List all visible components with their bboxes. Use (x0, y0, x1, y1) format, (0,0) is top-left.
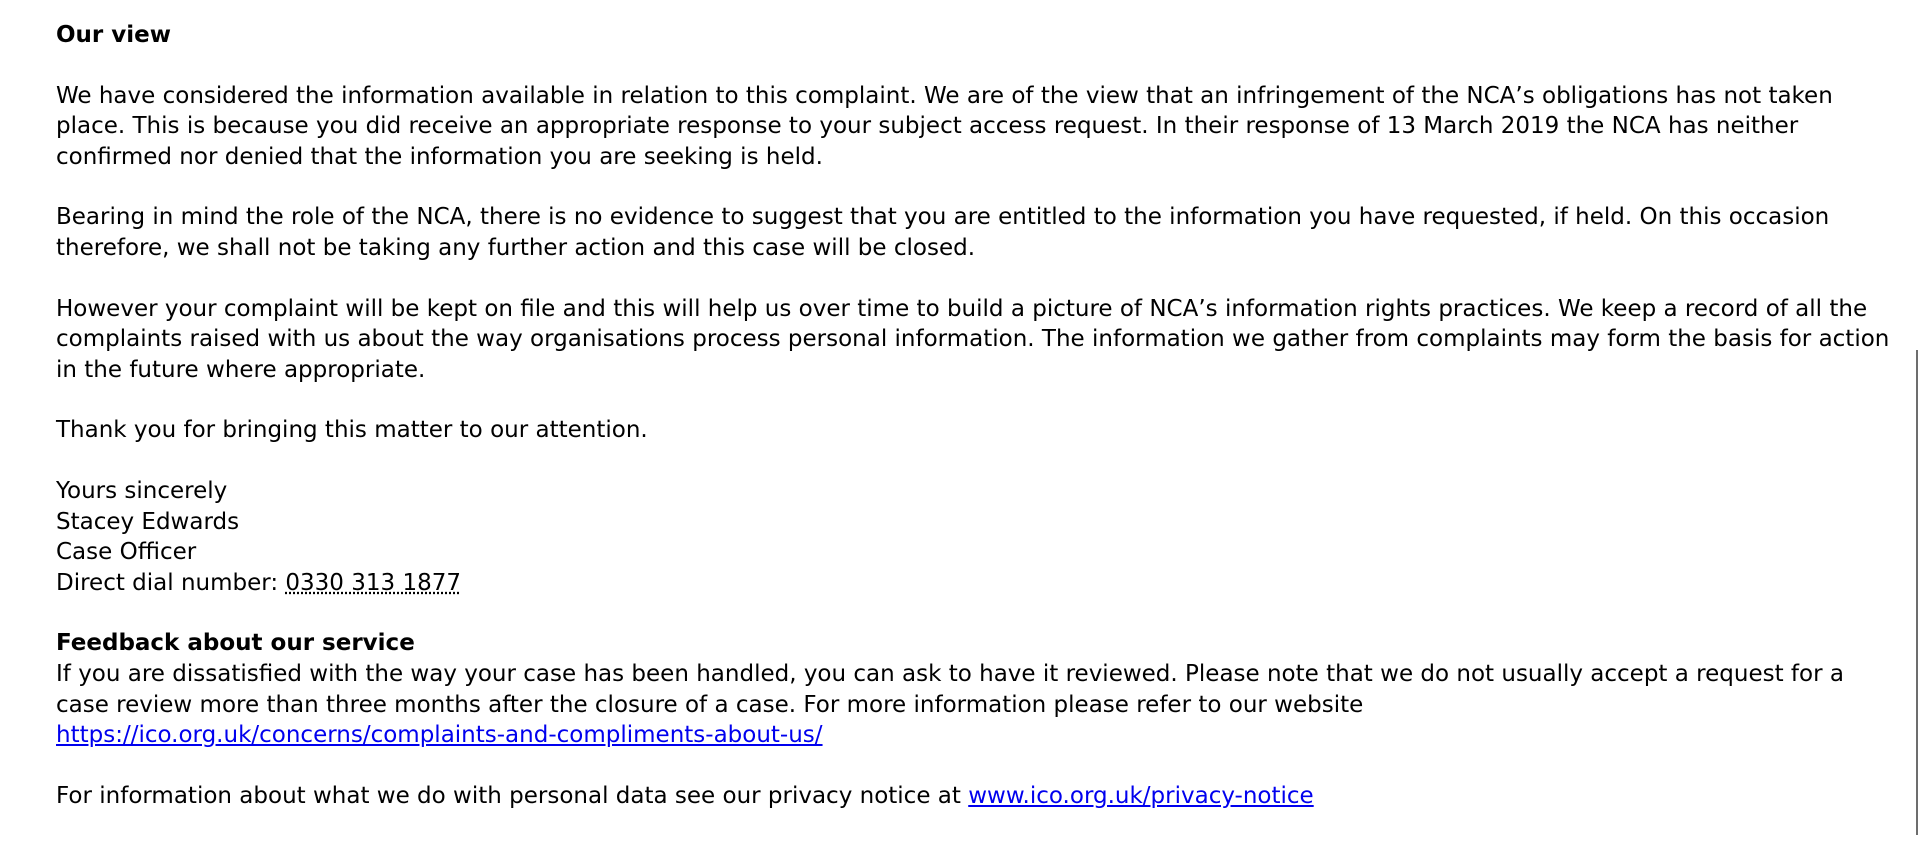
signer-name: Stacey Edwards (56, 508, 240, 535)
letter-body (56, 20, 1896, 841)
privacy-line (56, 781, 1896, 812)
section-heading: Our view (56, 22, 171, 48)
signature-block (56, 476, 1896, 598)
privacy-text: For information about what we do with personal data see our privacy notice at (56, 782, 969, 809)
paragraph-thank-you: Thank you for bringing this matter to our attention. (56, 417, 648, 444)
direct-dial-label: Direct dial number: (56, 569, 286, 596)
privacy-notice-link[interactable]: www.ico.org.uk/privacy-notice (968, 782, 1314, 809)
feedback-text: If you are dissatisfied with the way your case has been handled, you can ask to have it reviewed. Please note that we do not usually accept a request for a case review more than three months after the closure of a case. For more information please refer to our website (56, 660, 1844, 718)
feedback-section (56, 628, 1896, 750)
feedback-heading: Feedback about our service (56, 630, 415, 657)
paragraph-kept-on-file: However your complaint will be kept on file and this will help us over time to build a picture of NCA’s information rights practices. We keep a record of all the complaints raised with us about the way organisations process personal information. The information we gather from complaints may form the basis for action in the future where appropriate. (56, 295, 1890, 383)
paragraph-no-further-action: Bearing in mind the role of the NCA, there is no evidence to suggest that you are entitled to the information you have requested, if held. On this occasion therefore, we shall not be taking any further action and this case will be closed. (56, 204, 1830, 261)
direct-dial-number[interactable]: 0330 313 1877 (285, 569, 461, 596)
vertical-scrollbar[interactable] (1916, 350, 1918, 835)
signer-role: Case Officer (56, 539, 197, 566)
closing-text: Yours sincerely (56, 477, 228, 504)
complaints-link[interactable]: https://ico.org.uk/concerns/complaints-and-compliments-about-us/ (56, 722, 823, 749)
paragraph-our-view: We have considered the information available in relation to this complaint. We are of the view that an infringement of the NCA’s obligations has not taken place. This is because you did receive an appropriate response to your subject access request. In their response of 13 March 2019 the NCA has neither confirmed nor denied that the information you are seeking is held. (56, 82, 1833, 170)
direct-dial-line (56, 568, 1896, 599)
